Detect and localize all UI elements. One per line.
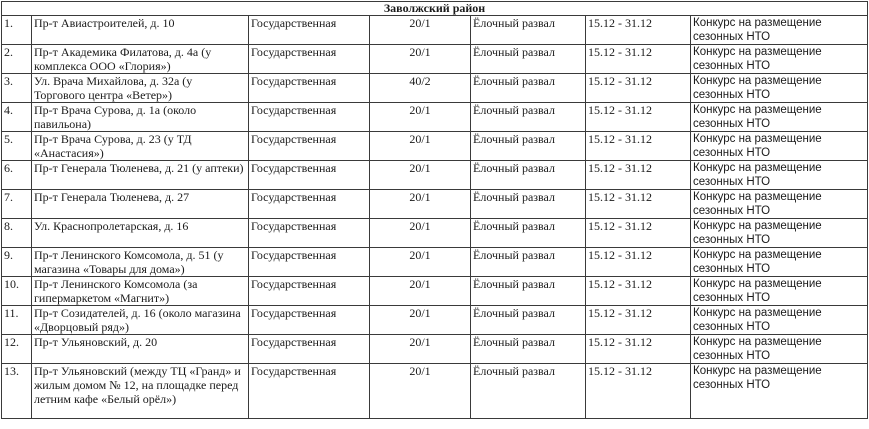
table-row: [2, 190, 868, 219]
object-type-cell: Ёлочный развал: [471, 306, 586, 335]
basis-cell: Конкурс на размещение сезонных НТО: [691, 219, 868, 248]
period-cell: 15.12 - 31.12: [586, 219, 691, 248]
row-number: 6.: [2, 161, 32, 190]
table-row: [2, 74, 868, 103]
address-cell: Пр-т Ульяновский, д. 20: [32, 335, 249, 364]
row-number: 11.: [2, 306, 32, 335]
row-number: 1.: [2, 16, 32, 45]
count-cell: 20/1: [370, 306, 471, 335]
period-cell: 15.12 - 31.12: [586, 45, 691, 74]
period-cell: 15.12 - 31.12: [586, 306, 691, 335]
row-number: 7.: [2, 190, 32, 219]
ownership-cell: Государственная: [249, 16, 370, 45]
object-type-cell: Ёлочный развал: [471, 74, 586, 103]
ownership-cell: Государственная: [249, 161, 370, 190]
basis-cell: Конкурс на размещение сезонных НТО: [691, 248, 868, 277]
ownership-cell: Государственная: [249, 277, 370, 306]
row-number: 2.: [2, 45, 32, 74]
count-cell: 20/1: [370, 132, 471, 161]
object-type-cell: Ёлочный развал: [471, 364, 586, 419]
basis-cell: Конкурс на размещение сезонных НТО: [691, 74, 868, 103]
object-type-cell: Ёлочный развал: [471, 132, 586, 161]
ownership-cell: Государственная: [249, 306, 370, 335]
count-cell: 20/1: [370, 364, 471, 419]
ownership-cell: Государственная: [249, 132, 370, 161]
ownership-cell: Государственная: [249, 45, 370, 74]
address-cell: Пр-т Генерала Тюленева, д. 27: [32, 190, 249, 219]
table-row: [2, 219, 868, 248]
period-cell: 15.12 - 31.12: [586, 364, 691, 419]
object-type-cell: Ёлочный развал: [471, 103, 586, 132]
row-number: 10.: [2, 277, 32, 306]
table-row: [2, 16, 868, 45]
row-number: 3.: [2, 74, 32, 103]
count-cell: 20/1: [370, 190, 471, 219]
table-row: [2, 248, 868, 277]
district-title: Заволжский район: [2, 2, 868, 16]
table-row: [2, 161, 868, 190]
object-type-cell: Ёлочный развал: [471, 277, 586, 306]
row-number: 5.: [2, 132, 32, 161]
object-type-cell: Ёлочный развал: [471, 16, 586, 45]
basis-cell: Конкурс на размещение сезонных НТО: [691, 190, 868, 219]
basis-cell: Конкурс на размещение сезонных НТО: [691, 306, 868, 335]
period-cell: 15.12 - 31.12: [586, 248, 691, 277]
object-type-cell: Ёлочный развал: [471, 335, 586, 364]
period-cell: 15.12 - 31.12: [586, 335, 691, 364]
count-cell: 20/1: [370, 248, 471, 277]
basis-cell: Конкурс на размещение сезонных НТО: [691, 132, 868, 161]
basis-cell: Конкурс на размещение сезонных НТО: [691, 103, 868, 132]
table-row: [2, 364, 868, 419]
count-cell: 20/1: [370, 45, 471, 74]
table-row: [2, 306, 868, 335]
table-row: [2, 132, 868, 161]
district-header-row: [2, 2, 868, 16]
basis-cell: Конкурс на размещение сезонных НТО: [691, 277, 868, 306]
ownership-cell: Государственная: [249, 103, 370, 132]
count-cell: 20/1: [370, 277, 471, 306]
row-number: 8.: [2, 219, 32, 248]
period-cell: 15.12 - 31.12: [586, 16, 691, 45]
object-type-cell: Ёлочный развал: [471, 190, 586, 219]
period-cell: 15.12 - 31.12: [586, 161, 691, 190]
count-cell: 40/2: [370, 74, 471, 103]
ownership-cell: Государственная: [249, 219, 370, 248]
object-type-cell: Ёлочный развал: [471, 248, 586, 277]
table-row: [2, 277, 868, 306]
row-number: 12.: [2, 335, 32, 364]
object-type-cell: Ёлочный развал: [471, 45, 586, 74]
row-number: 4.: [2, 103, 32, 132]
period-cell: 15.12 - 31.12: [586, 190, 691, 219]
object-type-cell: Ёлочный развал: [471, 219, 586, 248]
nto-placement-table: [1, 1, 868, 419]
basis-cell: Конкурс на размещение сезонных НТО: [691, 161, 868, 190]
address-cell: Пр-т Ленинского Комсомола (за гипермаркетом «Магнит»): [32, 277, 249, 306]
address-cell: Пр-т Генерала Тюленева, д. 21 (у аптеки): [32, 161, 249, 190]
period-cell: 15.12 - 31.12: [586, 103, 691, 132]
address-cell: Пр-т Врача Сурова, д. 1а (около павильона): [32, 103, 249, 132]
ownership-cell: Государственная: [249, 248, 370, 277]
address-cell: Пр-т Академика Филатова, д. 4а (у комплекса ООО «Глория»): [32, 45, 249, 74]
ownership-cell: Государственная: [249, 74, 370, 103]
count-cell: 20/1: [370, 335, 471, 364]
ownership-cell: Государственная: [249, 335, 370, 364]
basis-cell: Конкурс на размещение сезонных НТО: [691, 16, 868, 45]
address-cell: Ул. Врача Михайлова, д. 32а (у Торгового центра «Ветер»): [32, 74, 249, 103]
period-cell: 15.12 - 31.12: [586, 277, 691, 306]
object-type-cell: Ёлочный развал: [471, 161, 586, 190]
period-cell: 15.12 - 31.12: [586, 74, 691, 103]
basis-cell: Конкурс на размещение сезонных НТО: [691, 364, 868, 419]
row-number: 9.: [2, 248, 32, 277]
address-cell: Пр-т Врача Сурова, д. 23 (у ТД «Анастасия»): [32, 132, 249, 161]
row-number: 13.: [2, 364, 32, 419]
basis-cell: Конкурс на размещение сезонных НТО: [691, 335, 868, 364]
table-row: [2, 103, 868, 132]
table-row: [2, 45, 868, 74]
address-cell: Пр-т Авиастроителей, д. 10: [32, 16, 249, 45]
basis-cell: Конкурс на размещение сезонных НТО: [691, 45, 868, 74]
ownership-cell: Государственная: [249, 364, 370, 419]
count-cell: 20/1: [370, 16, 471, 45]
ownership-cell: Государственная: [249, 190, 370, 219]
address-cell: Пр-т Ульяновский (между ТЦ «Гранд» и жилым домом № 12, на площадке перед летним кафе «Белый орёл»): [32, 364, 249, 419]
address-cell: Ул. Краснопролетарская, д. 16: [32, 219, 249, 248]
period-cell: 15.12 - 31.12: [586, 132, 691, 161]
address-cell: Пр-т Ленинского Комсомола, д. 51 (у магазина «Товары для дома»): [32, 248, 249, 277]
table-row: [2, 335, 868, 364]
count-cell: 20/1: [370, 219, 471, 248]
address-cell: Пр-т Созидателей, д. 16 (около магазина «Дворцовый ряд»): [32, 306, 249, 335]
count-cell: 20/1: [370, 103, 471, 132]
count-cell: 20/1: [370, 161, 471, 190]
